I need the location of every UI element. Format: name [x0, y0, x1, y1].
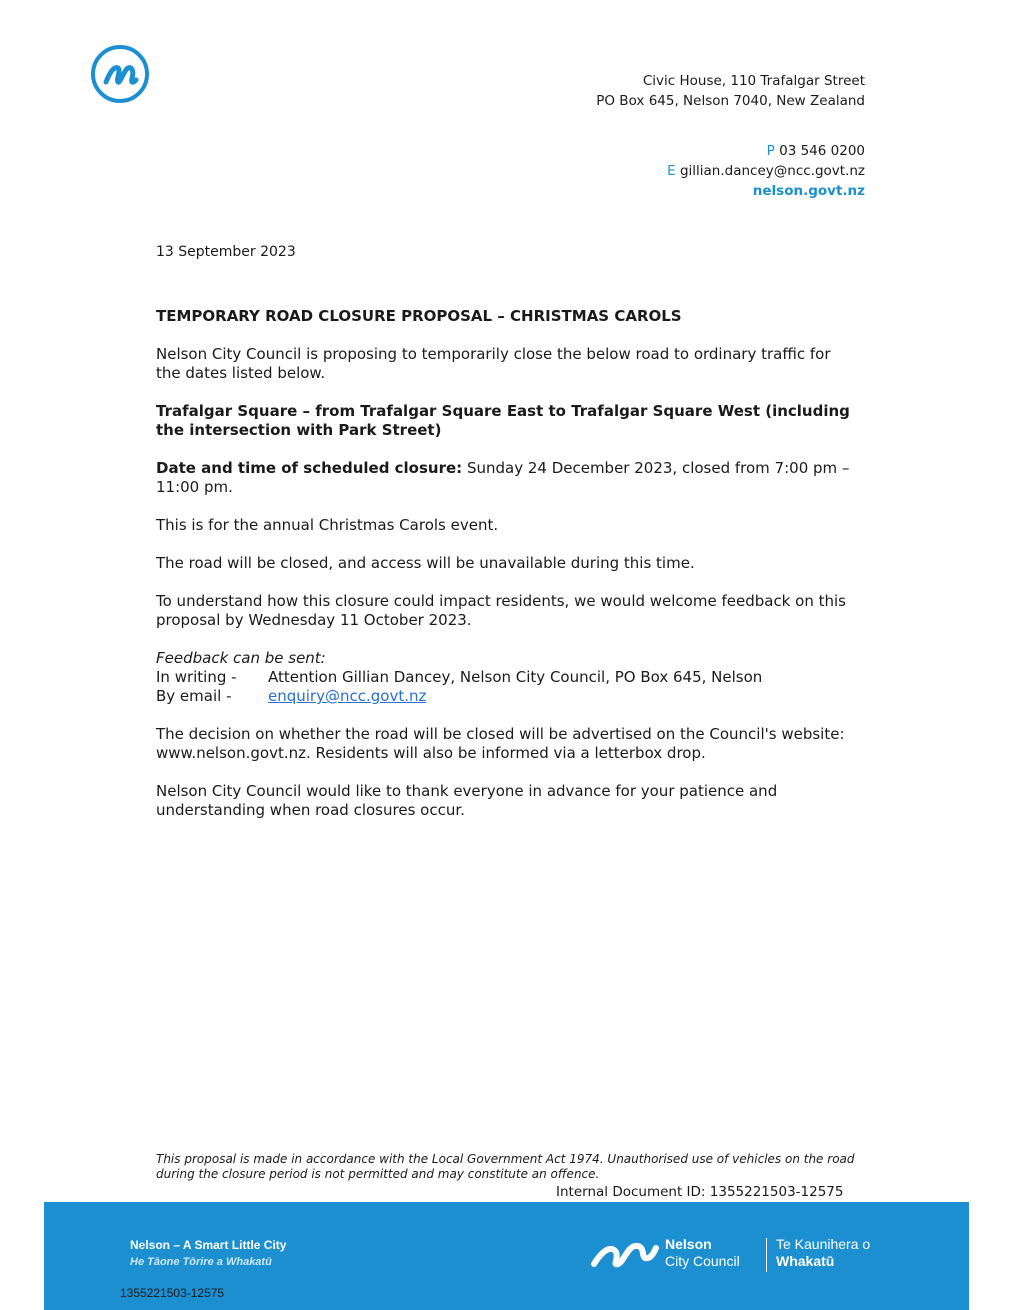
feedback-writing-row — [156, 668, 856, 687]
address-block — [596, 71, 865, 111]
feedback-writing-value: Attention Gillian Dancey, Nelson City Council, PO Box 645, Nelson — [268, 668, 763, 686]
brand-name-line-2: City Council — [665, 1253, 740, 1269]
feedback-writing-label: In writing - — [156, 668, 237, 686]
banner-document-id: 1355221503-12575 — [120, 1286, 225, 1300]
email-prefix: E — [667, 163, 676, 179]
brand-maori-line-1: Te Kaunihera o — [776, 1236, 871, 1252]
thanks-paragraph: Nelson City Council would like to thank everyone in advance for your patience and understanding when road closures occur. — [156, 782, 778, 819]
letter-date: 13 September 2023 — [156, 244, 296, 260]
email-address: gillian.dancey@ncc.govt.nz — [679, 163, 865, 179]
purpose-paragraph: This is for the annual Christmas Carols event. — [156, 516, 499, 534]
phone-prefix: P — [766, 143, 775, 159]
decision-paragraph: The decision on whether the road will be closed will be advertised on the Council's website: www.nelson.govt.nz. Residents will also be informed via a letterbox drop. — [156, 725, 845, 762]
brand-name-line-1: Nelson — [665, 1236, 712, 1252]
phone-line — [667, 141, 865, 161]
feedback-heading: Feedback can be sent: — [156, 649, 326, 667]
contact-block — [667, 141, 865, 201]
feedback-email-label: By email - — [156, 687, 232, 705]
access-paragraph: The road will be closed, and access will be unavailable during this time. — [156, 554, 695, 572]
tagline-english: Nelson – A Smart Little City — [130, 1238, 287, 1252]
internal-document-id: Internal Document ID: 1355221503-12575 — [556, 1184, 844, 1200]
brand-divider — [766, 1238, 767, 1272]
closure-label: Date and time of scheduled closure: — [156, 459, 463, 477]
feedback-email-row — [156, 687, 856, 706]
brand-maori-line-2: Whakatū — [776, 1253, 835, 1269]
feedback-request-paragraph: To understand how this closure could impact residents, we would welcome feedback on this proposal by Wednesday 11 October 2023. — [156, 592, 846, 629]
ncc-wave-logo-icon — [590, 1234, 660, 1274]
ncc-n-logo-icon — [90, 44, 150, 104]
letter-body — [156, 345, 856, 820]
closure-value: Sunday 24 December 2023, closed from 7:00 pm – 11:00 pm. — [156, 459, 850, 496]
website-link[interactable]: nelson.govt.nz — [752, 183, 865, 199]
address-line-1: Civic House, 110 Trafalgar Street — [642, 73, 865, 89]
closure-paragraph — [156, 459, 856, 497]
legal-footnote: This proposal is made in accordance with the Local Government Act 1974. Unauthorised use of vehicles on the road during the closure period is not permitted and may constitute an offence. — [156, 1152, 855, 1181]
road-description: Trafalgar Square – from Trafalgar Square East to Trafalgar Square West (including the intersection with Park Street) — [156, 402, 850, 439]
intro-paragraph: Nelson City Council is proposing to temporarily close the below road to ordinary traffic for the dates listed below. — [156, 345, 831, 382]
tagline-maori: He Tāone Tōrire a Whakatū — [130, 1256, 272, 1268]
letter-title: TEMPORARY ROAD CLOSURE PROPOSAL – CHRISTMAS CAROLS — [156, 307, 682, 325]
address-line-2: PO Box 645, Nelson 7040, New Zealand — [596, 93, 865, 109]
phone-number: 03 546 0200 — [779, 143, 865, 159]
feedback-email-link[interactable]: enquiry@ncc.govt.nz — [268, 687, 427, 705]
email-line — [667, 161, 865, 181]
